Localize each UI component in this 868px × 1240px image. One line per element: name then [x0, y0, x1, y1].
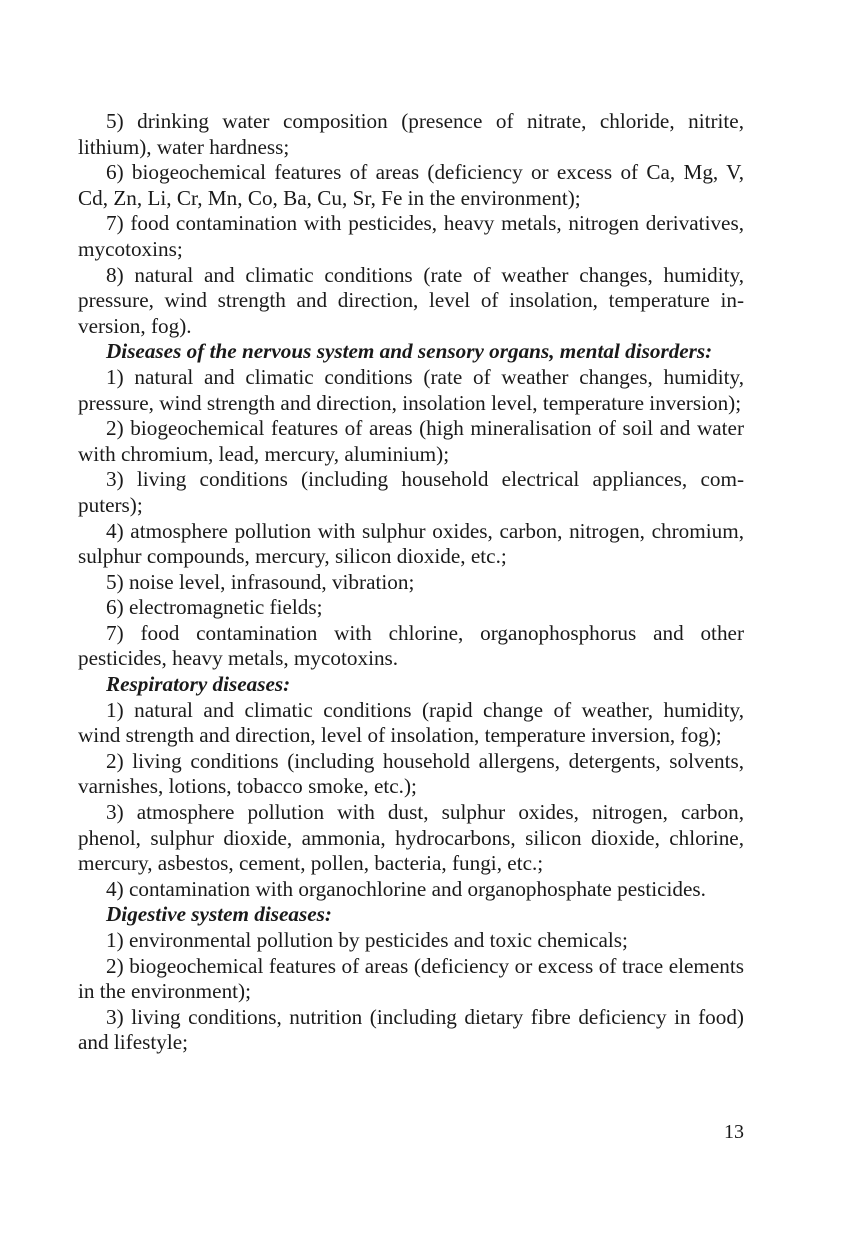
list-item: 5) drinking water composition (presence of nitrate, chloride, nitrite, lithium), water hardness;	[78, 109, 744, 159]
section-heading-nervous-system: Diseases of the nervous system and sensory organs, mental disorders:	[106, 339, 713, 364]
list-item: 1) natural and climatic conditions (rapid change of weather, humidity, wind strength and direction, level of insolation, temperature inversion, fog);	[78, 697, 744, 748]
list-item: 2) biogeochemical features of areas (high mineralisation of soil and water with chromium, lead, mercury, aluminium);	[78, 416, 744, 466]
list-item: 3) living conditions (including household electrical appliances, computers);	[78, 467, 744, 517]
section-heading-respiratory: Respiratory diseases:	[106, 672, 291, 697]
list-item: 1) natural and climatic conditions (rate of weather changes, humidity, pressure, wind strength and direction, insolation level, temperature inversion);	[78, 364, 744, 415]
list-item: 6) electromagnetic fields;	[106, 595, 323, 620]
list-item: 7) food contamination with chlorine, organophosphorus and other pesticides, heavy metals, mycotoxins.	[78, 620, 744, 671]
list-item: 1) environmental pollution by pesticides and toxic chemicals;	[106, 928, 628, 952]
section-heading-digestive: Digestive system diseases:	[106, 902, 332, 927]
list-item: 8) natural and climatic conditions (rate of weather changes, humidity, pressure, wind strength and direction, level of insolation, temperature inversion, fog).	[78, 262, 744, 338]
page-number: 13	[724, 1121, 744, 1143]
list-item: 6) biogeochemical features of areas (deficiency or excess of Ca, Mg, V, Cd, Zn, Li, Cr, Mn, Co, Ba, Cu, Sr, Fe in the environment);	[78, 160, 744, 210]
page-body	[78, 109, 744, 1056]
list-item: 4) contamination with organochlorine and organophosphate pesticides.	[106, 876, 706, 901]
list-item: 4) atmosphere pollution with sulphur oxides, carbon, nitrogen, chromium, sulphur compounds, mercury, silicon dioxide, etc.;	[78, 518, 744, 569]
list-item: 5) noise level, infrasound, vibration;	[106, 569, 415, 594]
list-item: 3) living conditions, nutrition (including dietary fibre deficiency in food) and lifestyle;	[78, 1004, 744, 1055]
list-item: 2) biogeochemical features of areas (deficiency or excess of trace elements in the environment);	[78, 953, 744, 1004]
list-item: 3) atmosphere pollution with dust, sulphur oxides, nitrogen, carbon, phenol, sulphur dioxide, ammonia, hydrocarbons, silicon dioxide, chlorine, mercury, asbestos, cement, pollen, bacteria, fungi, etc.;	[78, 800, 744, 876]
list-item: 7) food contamination with pesticides, heavy metals, nitrogen derivatives, mycotoxins;	[78, 211, 744, 261]
list-item: 2) living conditions (including household allergens, detergents, solvents, varnishes, lotions, tobacco smoke, etc.);	[78, 748, 744, 799]
